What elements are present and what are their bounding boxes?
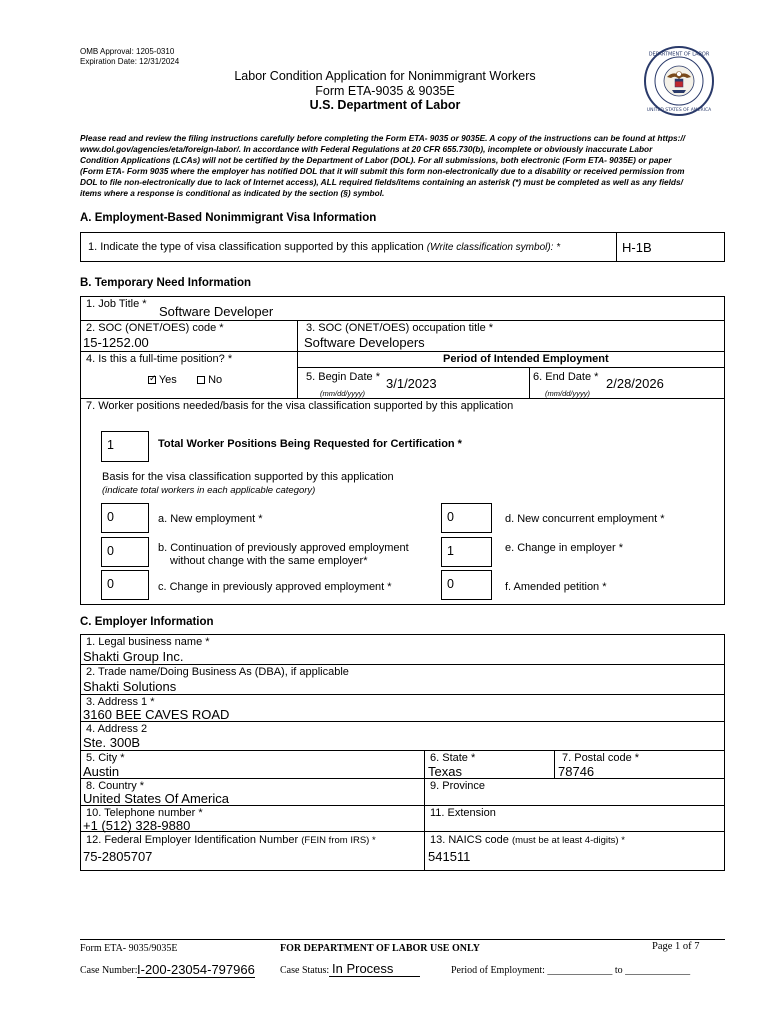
begin-date-hint: (mm/dd/yyyy) [320, 389, 365, 398]
yes-checkbox[interactable] [148, 376, 156, 384]
divider [80, 694, 725, 695]
address2-value[interactable]: Ste. 300B [83, 735, 141, 750]
instructions-line-6: items where a response is conditional as indicated by the section (§) symbol. [80, 188, 385, 198]
visa-q-hint: (Write classification symbol): * [426, 242, 561, 253]
agency-name: U.S. Department of Labor [309, 98, 461, 112]
end-date-hint: (mm/dd/yyyy) [545, 389, 590, 398]
amended-petition-label: f. Amended petition * [505, 581, 607, 593]
fulltime-yes-option[interactable] [148, 374, 177, 386]
divider [297, 367, 725, 368]
case-status-value: In Process [329, 961, 420, 977]
form-subtitle: Form ETA-9035 & 9035E [315, 84, 455, 98]
svg-text:UNITED STATES OF AMERICA: UNITED STATES OF AMERICA [646, 108, 712, 113]
divider [80, 351, 725, 352]
postal-label: 7. Postal code * [562, 752, 640, 764]
city-label: 5. City * [86, 752, 125, 764]
divider [424, 750, 425, 871]
divider [529, 367, 530, 398]
extension-label: 11. Extension [430, 807, 496, 819]
divider [80, 664, 725, 665]
case-number-value: I-200-23054-797966 [137, 962, 255, 977]
omb-approval: OMB Approval: 1205-0310 [80, 47, 175, 56]
section-a-title: A. Employment-Based Nonimmigrant Visa Information [80, 212, 377, 224]
change-previous-input[interactable]: 0 [101, 570, 149, 600]
divider [80, 320, 725, 321]
address1-value[interactable]: 3160 BEE CAVES ROAD [83, 707, 230, 722]
divider [80, 398, 725, 399]
state-label: 6. State * [430, 752, 476, 764]
divider [616, 232, 617, 262]
total-positions-label: Total Worker Positions Being Requested for Certification * [158, 438, 462, 450]
country-value[interactable]: United States Of America [83, 791, 229, 806]
soc-code-value[interactable]: 15-1252.00 [83, 335, 149, 350]
divider [297, 351, 298, 398]
soc-title-label: 3. SOC (ONET/OES) occupation title * [306, 322, 494, 334]
dol-use-heading: FOR DEPARTMENT OF LABOR USE ONLY [280, 943, 480, 954]
fein-label [86, 834, 376, 846]
soc-code-label: 2. SOC (ONET/OES) code * [86, 322, 224, 334]
job-title-value[interactable]: Software Developer [159, 304, 274, 319]
soc-title-value[interactable]: Software Developers [304, 335, 425, 350]
basis-hint: (indicate total workers in each applicable category) [102, 485, 316, 496]
section-c-title: C. Employer Information [80, 616, 214, 628]
province-label: 9. Province [430, 780, 486, 792]
address2-label: 4. Address 2 [86, 723, 148, 735]
total-positions-input[interactable]: 1 [101, 431, 149, 462]
begin-date-value[interactable]: 3/1/2023 [386, 376, 437, 391]
case-status-label: Case Status: [280, 965, 330, 976]
phone-label: 10. Telephone number * [86, 807, 203, 819]
divider [80, 750, 725, 751]
basis-label: Basis for the visa classification supported by this application [102, 471, 394, 483]
case-number-label: Case Number: [80, 965, 138, 976]
visa-classification-label [88, 241, 560, 253]
new-employment-label: a. New employment * [158, 513, 263, 525]
footer-divider [80, 939, 725, 940]
positions-label: 7. Worker positions needed/basis for the visa classification supported by this application [86, 400, 514, 412]
change-employer-input[interactable]: 1 [441, 537, 492, 567]
city-value[interactable]: Austin [83, 764, 120, 779]
amended-petition-input[interactable]: 0 [441, 570, 492, 600]
form-title: Labor Condition Application for Nonimmigrant Workers [234, 69, 536, 83]
fein-hint: (FEIN from IRS) * [301, 835, 376, 846]
period-label: Period of Intended Employment [443, 353, 609, 365]
continuation-label-2: without change with the same employer* [170, 555, 368, 567]
dba-label: 2. Trade name/Doing Business As (DBA), if applicable [86, 666, 349, 678]
legal-name-label: 1. Legal business name * [86, 636, 210, 648]
continuation-input[interactable]: 0 [101, 537, 149, 567]
naics-label [430, 834, 625, 846]
yes-label: Yes [158, 374, 177, 386]
naics-label-text: 13. NAICS code [430, 834, 509, 846]
concurrent-employment-label: d. New concurrent employment * [505, 513, 665, 525]
state-value[interactable]: Texas [428, 764, 462, 779]
instructions-line-2: www.dol.gov/agencies/eta/foreign-labor/. In accordance with Federal Regulations at 20 CFR 655.730(b), incomplete or obviously inaccurate Labor [80, 144, 653, 154]
form-id: Form ETA- 9035/9035E [80, 943, 178, 954]
dba-value[interactable]: Shakti Solutions [83, 679, 177, 694]
svg-text:DEPARTMENT OF LABOR: DEPARTMENT OF LABOR [648, 51, 710, 58]
address1-label: 3. Address 1 * [86, 696, 155, 708]
expiration-date: Expiration Date: 12/31/2024 [80, 57, 180, 66]
instructions-line-4: (Form ETA- Form 9035 where the employer has notified DOL that it will submit this form non-electronically due to a disability or received permission from [80, 166, 685, 176]
end-date-label: 6. End Date * [533, 371, 599, 383]
new-employment-input[interactable]: 0 [101, 503, 149, 533]
change-employer-label: e. Change in employer * [505, 542, 624, 554]
fein-label-text: 12. Federal Employer Identification Number [86, 834, 299, 846]
change-previous-label: c. Change in previously approved employment * [158, 581, 392, 593]
postal-value[interactable]: 78746 [558, 764, 595, 779]
fulltime-no-option[interactable] [197, 374, 222, 386]
instructions-line-3: Condition Applications (LCAs) will not be certified by the Department of Labor (DOL). For all submissions, both electronic (Form ETA- 9035E) or paper [80, 155, 672, 165]
divider [554, 750, 555, 778]
continuation-label-1: b. Continuation of previously approved employment [158, 542, 409, 554]
page-number: Page 1 of 7 [652, 941, 700, 952]
instructions-line-1: Please read and review the filing instructions carefully before completing the Form ETA- 9035 or 9035E. A copy of the instructions can be found at https:// [80, 133, 686, 143]
concurrent-employment-input[interactable]: 0 [441, 503, 492, 533]
fein-value[interactable]: 75-2805707 [83, 849, 153, 864]
country-label: 8. Country * [86, 780, 145, 792]
instructions-line-5: DOL to file non-electronically due to lack of Internet access), ALL required fields/items containing an asterisk (*) must be completed as well as any fields/ [80, 177, 683, 187]
phone-value[interactable]: +1 (512) 328-9880 [83, 818, 191, 833]
section-b-title: B. Temporary Need Information [80, 277, 252, 289]
period-of-employment: Period of Employment: _____________ to _____________ [451, 965, 691, 976]
begin-date-label: 5. Begin Date * [306, 371, 380, 383]
fulltime-label: 4. Is this a full-time position? * [86, 353, 233, 365]
dol-seal-icon [643, 45, 715, 117]
visa-classification-value[interactable]: H-1B [622, 240, 652, 255]
naics-hint: (must be at least 4-digits) * [511, 835, 625, 846]
no-checkbox[interactable] [197, 376, 205, 384]
legal-name-value[interactable]: Shakti Group Inc. [83, 649, 184, 664]
divider [297, 320, 298, 351]
naics-value[interactable]: 541511 [428, 849, 471, 864]
instructions-block [80, 133, 720, 199]
end-date-value[interactable]: 2/28/2026 [606, 376, 664, 391]
divider [80, 778, 725, 779]
visa-q-text: 1. Indicate the type of visa classification supported by this application [88, 241, 424, 253]
job-title-label: 1. Job Title * [86, 298, 147, 310]
no-label: No [208, 374, 223, 386]
